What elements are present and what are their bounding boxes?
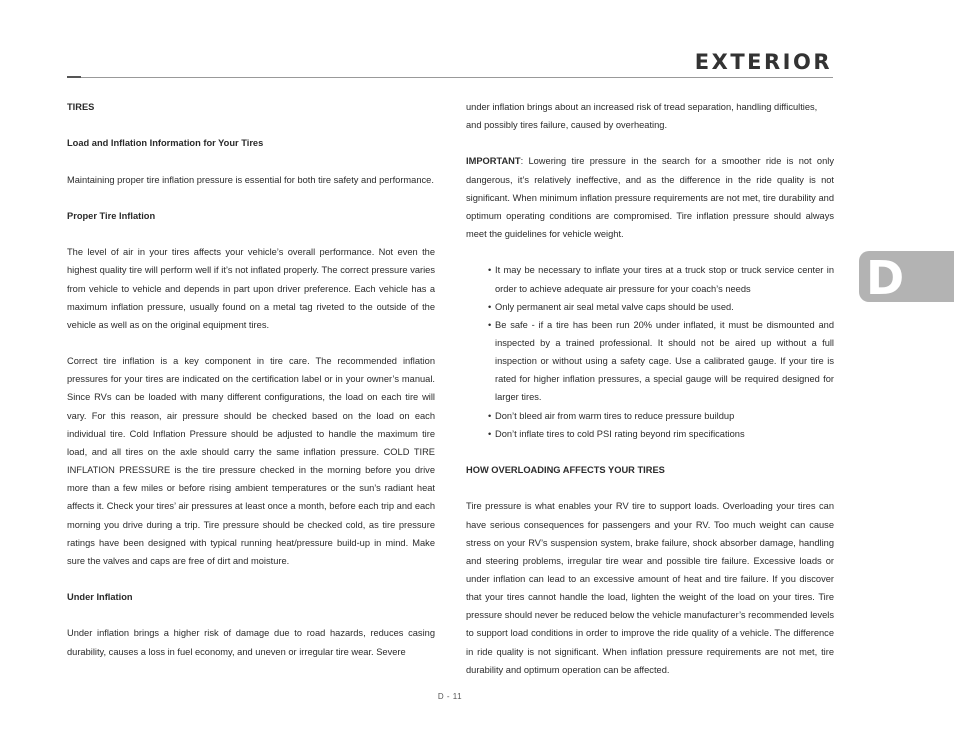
paragraph-continued: under inflation brings about an increased risk of tread separation, handling difficulties, and possibly tires failure, caused by overheating. — [466, 102, 818, 131]
section-tab — [859, 251, 954, 305]
list-item: • Don’t bleed air from warm tires to reduce pressure buildup — [488, 407, 834, 425]
page-number: D - 11 — [437, 692, 463, 701]
load-inflation-heading: Load and Inflation Information for Your Tires — [67, 138, 264, 149]
paragraph-maintaining: Maintaining proper tire inflation pressure is essential for both tire safety and performance. — [67, 174, 434, 185]
header-divider — [67, 77, 833, 78]
important-text: : Lowering tire pressure in the search for a smoother ride is not only dangerous, it’s relatively ineffective, and as the difference in the ride quality is not significant. When minimum inflation pressure requirements are not met, tire durability and optimum operating conditions are compromised. Tire inflation pressure should always meet the guidelines for vehicle weight. — [466, 156, 834, 240]
important-label: IMPORTANT — [466, 156, 521, 167]
section-tab-letter: D — [866, 251, 905, 305]
proper-inflation-heading: Proper Tire Inflation — [67, 210, 156, 221]
page-title: EXTERIOR — [694, 50, 832, 74]
paragraph-overloading: Tire pressure is what enables your RV tire to support loads. Overloading your tires can have serious consequences for passengers and your RV. Too much weight can cause stress on your RV’s suspension system, brake failure, shock absorber damage, handling and steering problems, irregular tire wear and possible tire failure. Excessive loads or under inflation can lead to an excessive amount of heat and tire failure. If you discover that your tires cannot handle the load, lighten the weight of the load on your tires. Tire pressure should never be reduced below the vehicle manufacturer’s recommended levels to support load conditions in order to improve the ride quality of a vehicle. The difference in ride quality is not significant. When inflation pressure requirements are not met, tire durability and optimum operation can be affected. — [466, 501, 834, 675]
tire-safety-list — [466, 261, 834, 443]
overloading-heading: HOW OVERLOADING AFFECTS YOUR TIRES — [466, 465, 665, 476]
list-item: • Don’t inflate tires to cold PSI rating beyond rim specifications — [488, 425, 834, 443]
paragraph-air-level: The level of air in your tires affects your vehicle’s overall performance. Not even the highest quality tire will perform well if it’s not inflated properly. The correct pressure varies from vehicle to vehicle and depends in part upon driver preference. Each vehicle has a maximum inflation pressure, usually found on a metal tag riveted to the outside of the vehicle as well as on the original equipment tires. — [67, 247, 435, 330]
paragraph-important — [466, 152, 834, 243]
list-item: • It may be necessary to inflate your tires at a truck stop or truck service center in order to achieve adequate air pressure for your coach’s needs — [488, 261, 834, 297]
list-item: • Be safe - if a tire has been run 20% under inflated, it must be dismounted and inspected by a trained professional. It should not be aired up without a full inspection or without using a safety cage. Use a calibrated gauge. If your tire is rated for higher inflation pressures, a special gauge will be required designed for larger tires. — [488, 316, 834, 407]
right-column — [466, 98, 834, 679]
paragraph-under-inflation: Under inflation brings a higher risk of damage due to road hazards, reduces casing durability, causes a loss in fuel economy, and uneven or irregular tire wear. Severe — [67, 628, 435, 657]
tires-heading: TIRES — [67, 102, 95, 112]
left-column — [67, 98, 435, 661]
under-inflation-heading: Under Inflation — [67, 592, 133, 603]
list-item: • Only permanent air seal metal valve caps should be used. — [488, 298, 834, 316]
paragraph-correct-inflation: Correct tire inflation is a key component in tire care. The recommended inflation pressures for your tires are indicated on the certification label or in your owner’s manual. Since RVs can be loaded with many different configurations, the load on each tire will vary. For this reason, air pressure should be checked based on the load on each individual tire. Cold Inflation Pressure should be adjusted to handle the maximum tire load, and all tires on the axle should carry the same inflation pressure. COLD TIRE INFLATION PRESSURE is the tire pressure checked in the morning before you drive more than a few miles or before rising ambient temperatures or the sun’s radiant heat affects it. Check your tires’ air pressures at least once a month, before each trip and each morning you drive during a trip. Tire pressure should be checked cold, as tire pressure ratings have been designed with typical running heat/pressure build-up in mind. Make sure the valves and caps are free of dirt and moisture. — [67, 356, 435, 566]
